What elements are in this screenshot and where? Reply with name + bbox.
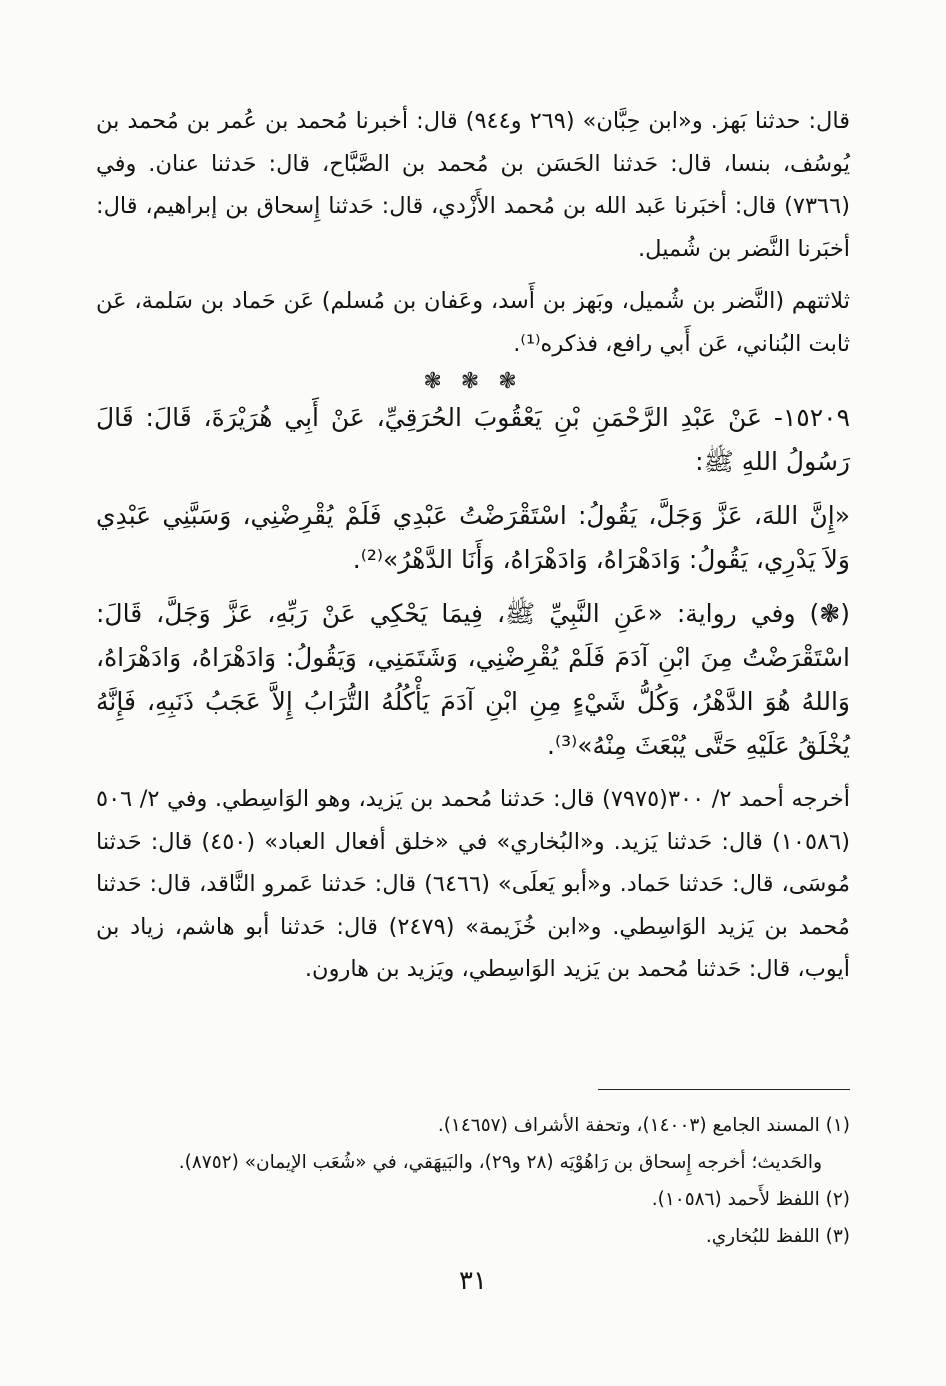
takhrij-paragraph: أخرجه أحمد ٢/ ٣٠٠(٧٩٧٥) قال: حَدثنا مُحمد بن يَزيد، وهو الوَاسِطي. وفي ٢/ ٥٠٦ (١٠٥٨٦) قال: حَدثنا يَزيد. و«البُخاري» في «خلق أفعال العباد» (٤٥٠) قال: حَدثنا مُوسَى، قال: حَدثنا حَماد. و«أبو يَعلَى» (٦٤٦٦) قال: حَدثنا عَمرو النَّاقد، قال: حَدثنا مُحمد بن يَزيد الوَاسِطي. و«ابن خُزَيمة» (٢٤٧٩) قال: حَدثنا أبو هاشم، زياد بن أيوب، قال: حَدثنا مُحمد بن يَزيد الوَاسِطي، ويَزيد بن هارون. <box>96 786 851 982</box>
hadith-variant: (❃) وفي رواية: «عَنِ النَّبِيِّ ﷺ، فِيمَا يَحْكِي عَنْ رَبِّهِ، عَزَّ وَجَلَّ، قَالَ: اسْتَقْرَضْتُ مِنَ ابْنِ آدَمَ فَلَمْ يُقْرِضْنِي، وَشَتَمَنِي، وَيَقُولُ: وَادَهْرَاهُ، وَادَهْرَاهُ، وَاللهُ هُوَ الدَّهْرُ، وَكُلُّ شَيْءٍ مِنِ ابْنِ آدَمَ يَأْكُلُهُ التُّرَابُ إِلاَّ عَجَبُ ذَنَبِهِ، فَإِنَّهُ يُخْلَقُ عَلَيْهِ حَتَّى يُبْعَثَ مِنْهُ»⁽³⁾. <box>96 599 850 760</box>
footnote-2: (٢) اللفظ لأَحمد (١٠٥٨٦). <box>651 1189 850 1210</box>
footnote-3: (٣) اللفظ للبُخاري. <box>705 1226 850 1247</box>
footnotes <box>96 1107 850 1255</box>
hadith-text: «إِنَّ اللهَ، عَزَّ وَجَلَّ، يَقُولُ: اسْتَقْرَضْتُ عَبْدِي فَلَمْ يُقْرِضْنِي، وَسَبَّنِي عَبْدِي وَلاَ يَدْرِي، يَقُولُ: وَادَهْرَاهُ، وَادَهْرَاهُ، وَأَنَا الدَّهْرُ»⁽²⁾. <box>96 501 850 574</box>
footnote-1: (١) المسند الجامع (١٤٠٠٣)، وتحفة الأشراف (١٤٦٥٧). <box>437 1115 850 1136</box>
isnad-summary-paragraph: ثلاثتهم (النَّضر بن شُميل، وبَهز بن أَسد، وعَفان بن مُسلم) عَن حَماد بن سَلمة، عَن ثابت البُناني، عَن أَبي رافع، فذكره⁽¹⁾. <box>96 288 850 357</box>
footnote-1-continuation: والحَديث؛ أخرجه إِسحاق بن رَاهُوْيَه (٢٨ و٢٩)، والبَيهَقي، في «شُعَب الإيمان» (٨٧٥٢). <box>178 1152 822 1173</box>
footnote-divider <box>598 1089 850 1090</box>
hadith-header: ١٥٢٠٩- عَنْ عَبْدِ الرَّحْمَنِ بْنِ يَعْقُوبَ الحُرَقِيِّ، عَنْ أَبِي هُرَيْرَةَ، قَالَ: قَالَ رَسُولُ اللهِ ﷺ: <box>96 403 850 476</box>
isnad-paragraph: قال: حدثنا بَهز. و«ابن حِبَّان» (٢٦٩ و٩٤٤) قال: أخبرنا مُحمد بن عُمر بن مُحمد بن يُوسُف، بنسا، قال: حَدثنا الحَسَن بن مُحمد بن الصَّبَّاح، قال: حَدثنا عنان. وفي (٧٣٦٦) قال: أخبَرنا عَبد الله بن مُحمد الأَزْدي، قال: حَدثنا إِسحاق بن إبراهيم، قال: أخبَرنا النَّضر بن شُميل. <box>96 108 850 262</box>
section-separator: ❃ ❃ ❃ <box>423 369 523 394</box>
page-number: ٣١ <box>459 1266 487 1296</box>
